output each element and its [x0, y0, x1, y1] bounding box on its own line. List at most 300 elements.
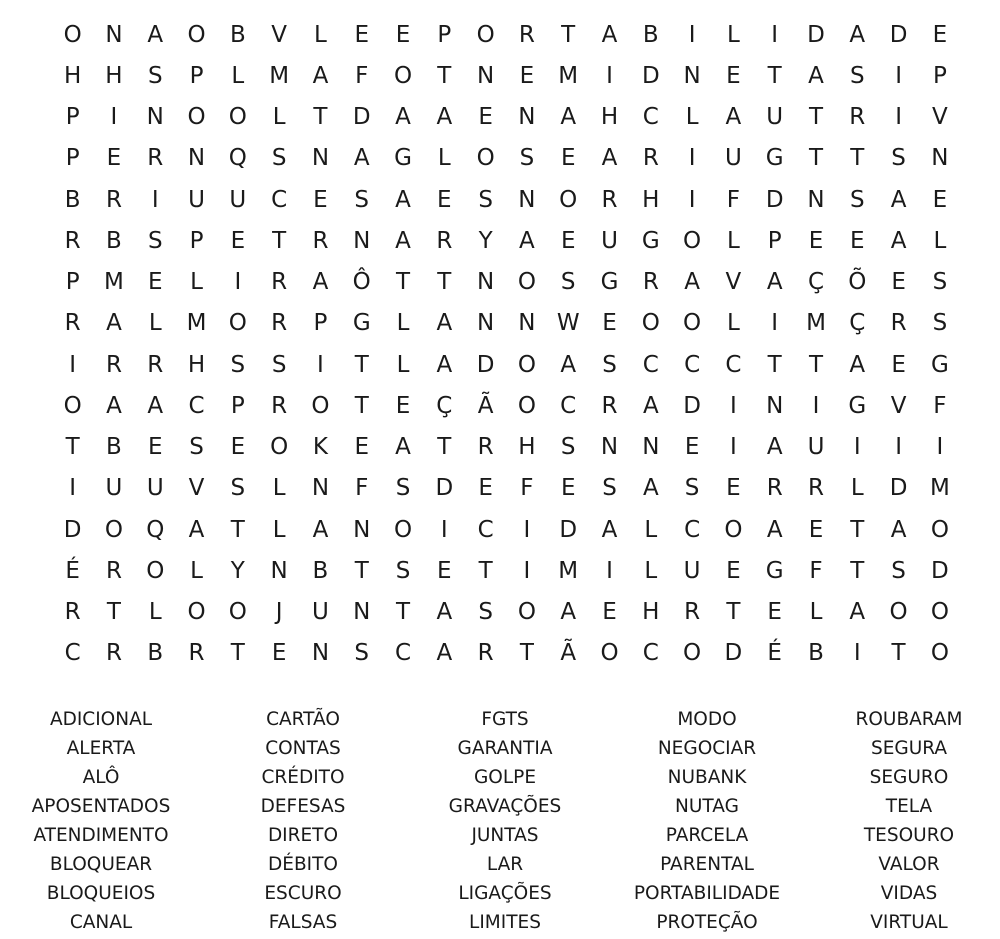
grid-cell[interactable]: T: [437, 62, 452, 89]
grid-cell[interactable]: P: [313, 310, 328, 337]
grid-cell[interactable]: P: [437, 21, 452, 48]
grid-cell[interactable]: N: [807, 186, 825, 213]
grid-cell[interactable]: F: [726, 186, 741, 213]
grid-cell[interactable]: S: [932, 310, 948, 337]
grid-cell[interactable]: I: [69, 351, 77, 378]
grid-cell[interactable]: M: [806, 310, 826, 337]
grid-cell[interactable]: R: [64, 227, 81, 254]
grid-cell[interactable]: P: [65, 145, 80, 172]
grid-cell[interactable]: F: [933, 392, 947, 419]
grid-cell[interactable]: M: [269, 62, 290, 89]
grid-cell[interactable]: C: [394, 640, 412, 667]
grid-cell[interactable]: T: [354, 392, 369, 419]
grid-cell[interactable]: R: [477, 640, 494, 667]
grid-cell[interactable]: E: [808, 227, 824, 254]
grid-cell[interactable]: L: [850, 475, 864, 502]
grid-cell[interactable]: N: [353, 599, 371, 626]
grid-cell[interactable]: R: [147, 351, 164, 378]
grid-cell[interactable]: A: [849, 599, 866, 626]
grid-cell[interactable]: T: [478, 557, 493, 584]
grid-cell[interactable]: Ã: [560, 640, 577, 667]
grid-cell[interactable]: N: [600, 434, 619, 461]
grid-cell[interactable]: N: [270, 557, 288, 584]
grid-cell[interactable]: B: [106, 434, 122, 461]
grid-cell[interactable]: U: [601, 227, 618, 254]
grid-cell[interactable]: A: [601, 145, 618, 172]
grid-cell[interactable]: O: [930, 516, 949, 543]
grid-cell[interactable]: I: [606, 62, 613, 89]
grid-cell[interactable]: I: [688, 186, 696, 213]
grid-cell[interactable]: O: [63, 21, 82, 48]
grid-cell[interactable]: C: [684, 516, 701, 543]
grid-cell[interactable]: A: [684, 269, 700, 296]
grid-cell[interactable]: L: [644, 557, 658, 584]
grid-cell[interactable]: T: [808, 104, 824, 131]
grid-cell[interactable]: O: [517, 599, 536, 626]
grid-cell[interactable]: F: [809, 557, 823, 584]
grid-cell[interactable]: N: [353, 516, 371, 543]
grid-cell[interactable]: T: [230, 640, 245, 667]
grid-cell[interactable]: P: [767, 227, 782, 254]
grid-cell[interactable]: O: [889, 599, 908, 626]
grid-cell[interactable]: S: [354, 640, 370, 667]
grid-cell[interactable]: A: [766, 434, 783, 461]
grid-cell[interactable]: O: [683, 640, 702, 667]
grid-cell[interactable]: S: [891, 145, 906, 172]
grid-cell[interactable]: D: [352, 104, 371, 131]
grid-cell[interactable]: L: [272, 475, 286, 502]
grid-cell[interactable]: C: [271, 186, 288, 213]
grid-cell[interactable]: A: [312, 62, 329, 89]
grid-cell[interactable]: A: [106, 310, 122, 337]
grid-cell[interactable]: O: [228, 310, 247, 337]
grid-cell[interactable]: L: [933, 227, 947, 254]
grid-cell[interactable]: I: [936, 434, 944, 461]
grid-cell[interactable]: S: [560, 269, 576, 296]
grid-cell[interactable]: D: [765, 186, 784, 213]
grid-cell[interactable]: N: [477, 269, 495, 296]
grid-cell[interactable]: E: [313, 186, 328, 213]
grid-cell[interactable]: H: [642, 186, 660, 213]
grid-cell[interactable]: R: [477, 434, 494, 461]
grid-cell[interactable]: O: [270, 434, 289, 461]
grid-cell[interactable]: E: [395, 392, 411, 419]
grid-cell[interactable]: O: [600, 640, 619, 667]
grid-cell[interactable]: U: [683, 557, 701, 584]
grid-cell[interactable]: O: [476, 21, 495, 48]
grid-cell[interactable]: D: [889, 21, 908, 48]
grid-cell[interactable]: O: [517, 351, 536, 378]
grid-cell[interactable]: S: [478, 186, 493, 213]
grid-cell[interactable]: G: [930, 351, 949, 378]
grid-cell[interactable]: L: [644, 516, 658, 543]
grid-cell[interactable]: R: [890, 310, 907, 337]
grid-cell[interactable]: U: [807, 434, 825, 461]
grid-cell[interactable]: O: [228, 599, 247, 626]
grid-cell[interactable]: I: [317, 351, 324, 378]
grid-cell[interactable]: R: [105, 351, 122, 378]
grid-cell[interactable]: N: [518, 310, 536, 337]
grid-cell[interactable]: A: [436, 599, 453, 626]
grid-cell[interactable]: R: [64, 310, 81, 337]
grid-cell[interactable]: I: [440, 516, 448, 543]
grid-cell[interactable]: O: [930, 640, 949, 667]
grid-cell[interactable]: R: [849, 104, 866, 131]
grid-cell[interactable]: J: [275, 599, 283, 626]
grid-cell[interactable]: I: [771, 21, 779, 48]
grid-cell[interactable]: A: [849, 351, 866, 378]
grid-cell[interactable]: Q: [146, 516, 165, 543]
grid-cell[interactable]: Ç: [807, 269, 825, 296]
grid-cell[interactable]: E: [932, 186, 948, 213]
grid-cell[interactable]: V: [725, 269, 742, 296]
grid-cell[interactable]: S: [230, 351, 246, 378]
grid-cell[interactable]: D: [931, 557, 949, 584]
grid-cell[interactable]: L: [272, 104, 286, 131]
grid-cell[interactable]: L: [190, 557, 203, 584]
grid-cell[interactable]: R: [642, 269, 659, 296]
grid-cell[interactable]: Ç: [849, 310, 866, 337]
grid-cell[interactable]: I: [895, 104, 902, 131]
grid-cell[interactable]: A: [849, 21, 866, 48]
grid-cell[interactable]: D: [683, 392, 701, 419]
grid-cell[interactable]: E: [767, 599, 782, 626]
grid-cell[interactable]: I: [110, 104, 118, 131]
grid-cell[interactable]: E: [602, 599, 617, 626]
grid-cell[interactable]: T: [808, 145, 824, 172]
grid-cell[interactable]: P: [932, 62, 947, 89]
grid-cell[interactable]: D: [641, 62, 660, 89]
grid-cell[interactable]: L: [726, 21, 740, 48]
grid-cell[interactable]: A: [560, 599, 577, 626]
grid-cell[interactable]: R: [642, 145, 659, 172]
grid-cell[interactable]: O: [641, 310, 660, 337]
grid-cell[interactable]: L: [396, 310, 410, 337]
grid-cell[interactable]: A: [436, 351, 453, 378]
grid-cell[interactable]: F: [355, 475, 369, 502]
grid-cell[interactable]: S: [602, 351, 617, 378]
grid-cell[interactable]: O: [930, 599, 949, 626]
grid-cell[interactable]: O: [517, 269, 536, 296]
grid-cell[interactable]: O: [146, 557, 165, 584]
grid-cell[interactable]: N: [518, 104, 536, 131]
grid-cell[interactable]: R: [64, 599, 81, 626]
grid-cell[interactable]: V: [271, 21, 287, 48]
grid-cell[interactable]: D: [476, 351, 495, 378]
grid-cell[interactable]: A: [601, 516, 618, 543]
grid-cell[interactable]: R: [518, 21, 535, 48]
grid-cell[interactable]: O: [187, 104, 206, 131]
grid-cell[interactable]: G: [765, 557, 784, 584]
grid-cell[interactable]: E: [354, 21, 369, 48]
grid-cell[interactable]: G: [641, 227, 660, 254]
grid-cell[interactable]: V: [188, 475, 205, 502]
grid-cell[interactable]: R: [684, 599, 701, 626]
grid-cell[interactable]: N: [477, 62, 495, 89]
grid-cell[interactable]: I: [730, 392, 737, 419]
grid-cell[interactable]: E: [354, 434, 369, 461]
grid-cell[interactable]: I: [895, 434, 902, 461]
grid-cell[interactable]: E: [230, 227, 246, 254]
grid-cell[interactable]: O: [187, 599, 206, 626]
grid-cell[interactable]: O: [63, 392, 82, 419]
grid-cell[interactable]: A: [642, 392, 659, 419]
grid-cell[interactable]: E: [147, 269, 163, 296]
grid-cell[interactable]: R: [105, 640, 122, 667]
grid-cell[interactable]: N: [353, 227, 371, 254]
grid-cell[interactable]: B: [642, 21, 659, 48]
grid-cell[interactable]: C: [725, 351, 742, 378]
grid-cell[interactable]: A: [890, 186, 907, 213]
grid-cell[interactable]: Ô: [352, 269, 371, 296]
grid-cell[interactable]: O: [724, 516, 743, 543]
grid-cell[interactable]: S: [147, 62, 163, 89]
grid-cell[interactable]: L: [314, 21, 327, 48]
grid-cell[interactable]: Ã: [477, 392, 494, 419]
grid-cell[interactable]: A: [642, 475, 659, 502]
grid-cell[interactable]: T: [850, 145, 865, 172]
grid-cell[interactable]: L: [809, 599, 823, 626]
grid-cell[interactable]: T: [313, 104, 328, 131]
grid-cell[interactable]: S: [395, 557, 411, 584]
grid-cell[interactable]: U: [188, 186, 205, 213]
grid-cell[interactable]: L: [148, 310, 162, 337]
grid-cell[interactable]: I: [688, 145, 696, 172]
grid-cell[interactable]: T: [767, 62, 782, 89]
grid-cell[interactable]: T: [437, 434, 452, 461]
grid-cell[interactable]: A: [766, 516, 783, 543]
grid-cell[interactable]: H: [600, 104, 619, 131]
grid-cell[interactable]: B: [312, 557, 329, 584]
grid-cell[interactable]: A: [436, 104, 453, 131]
grid-cell[interactable]: D: [435, 475, 454, 502]
grid-cell[interactable]: M: [558, 557, 579, 584]
grid-cell[interactable]: O: [683, 227, 702, 254]
grid-cell[interactable]: G: [352, 310, 371, 337]
grid-cell[interactable]: B: [64, 186, 81, 213]
grid-cell[interactable]: D: [724, 640, 743, 667]
grid-cell[interactable]: M: [558, 62, 579, 89]
grid-cell[interactable]: R: [271, 392, 288, 419]
grid-cell[interactable]: I: [523, 516, 531, 543]
grid-cell[interactable]: A: [560, 351, 577, 378]
grid-cell[interactable]: R: [808, 475, 824, 502]
grid-cell[interactable]: T: [850, 557, 865, 584]
grid-cell[interactable]: N: [311, 640, 330, 667]
grid-cell[interactable]: L: [272, 516, 286, 543]
grid-cell[interactable]: T: [354, 557, 369, 584]
grid-cell[interactable]: U: [229, 186, 247, 213]
grid-cell[interactable]: S: [189, 434, 204, 461]
grid-cell[interactable]: U: [146, 475, 164, 502]
grid-cell[interactable]: R: [601, 392, 618, 419]
grid-cell[interactable]: R: [188, 640, 205, 667]
grid-cell[interactable]: E: [478, 475, 493, 502]
grid-cell[interactable]: C: [188, 392, 205, 419]
grid-cell[interactable]: O: [187, 21, 206, 48]
grid-cell[interactable]: T: [272, 227, 287, 254]
grid-cell[interactable]: G: [765, 145, 784, 172]
grid-cell[interactable]: R: [271, 269, 288, 296]
grid-cell[interactable]: I: [730, 434, 737, 461]
grid-cell[interactable]: E: [808, 516, 824, 543]
grid-cell[interactable]: R: [601, 186, 618, 213]
grid-cell[interactable]: U: [312, 599, 329, 626]
grid-cell[interactable]: N: [683, 62, 701, 89]
grid-cell[interactable]: E: [395, 21, 411, 48]
grid-cell[interactable]: E: [560, 475, 576, 502]
grid-cell[interactable]: A: [890, 516, 907, 543]
grid-cell[interactable]: L: [148, 599, 162, 626]
grid-cell[interactable]: E: [684, 434, 700, 461]
grid-cell[interactable]: S: [354, 186, 370, 213]
grid-cell[interactable]: P: [65, 269, 80, 296]
grid-cell[interactable]: H: [187, 351, 206, 378]
grid-cell[interactable]: N: [518, 186, 536, 213]
grid-cell[interactable]: S: [271, 351, 287, 378]
grid-cell[interactable]: P: [230, 392, 245, 419]
grid-cell[interactable]: I: [771, 310, 779, 337]
grid-cell[interactable]: T: [808, 351, 824, 378]
grid-cell[interactable]: E: [602, 310, 617, 337]
grid-cell[interactable]: L: [726, 227, 740, 254]
grid-cell[interactable]: N: [187, 145, 206, 172]
grid-cell[interactable]: O: [683, 310, 702, 337]
grid-cell[interactable]: T: [106, 599, 121, 626]
grid-cell[interactable]: B: [106, 227, 122, 254]
grid-cell[interactable]: S: [849, 186, 865, 213]
grid-cell[interactable]: S: [230, 475, 246, 502]
grid-cell[interactable]: L: [231, 62, 245, 89]
grid-cell[interactable]: L: [685, 104, 699, 131]
grid-cell[interactable]: S: [271, 145, 287, 172]
grid-cell[interactable]: N: [146, 104, 164, 131]
grid-cell[interactable]: A: [395, 227, 411, 254]
grid-cell[interactable]: H: [642, 599, 660, 626]
grid-cell[interactable]: O: [228, 104, 247, 131]
grid-cell[interactable]: D: [63, 516, 82, 543]
grid-cell[interactable]: M: [186, 310, 207, 337]
grid-cell[interactable]: O: [393, 62, 413, 89]
grid-cell[interactable]: A: [312, 516, 329, 543]
grid-cell[interactable]: O: [393, 516, 413, 543]
grid-cell[interactable]: T: [561, 21, 576, 48]
grid-cell[interactable]: S: [849, 62, 865, 89]
grid-cell[interactable]: A: [188, 516, 205, 543]
grid-cell[interactable]: V: [932, 104, 948, 131]
grid-cell[interactable]: A: [436, 640, 453, 667]
grid-cell[interactable]: A: [106, 392, 122, 419]
grid-cell[interactable]: Ç: [436, 392, 453, 419]
grid-cell[interactable]: R: [436, 227, 453, 254]
grid-cell[interactable]: I: [895, 62, 902, 89]
grid-cell[interactable]: A: [436, 310, 453, 337]
grid-cell[interactable]: I: [853, 434, 861, 461]
grid-cell[interactable]: C: [642, 104, 659, 131]
grid-cell[interactable]: R: [766, 475, 783, 502]
grid-cell[interactable]: G: [394, 145, 412, 172]
grid-cell[interactable]: N: [477, 310, 495, 337]
grid-cell[interactable]: I: [853, 640, 861, 667]
grid-cell[interactable]: G: [600, 269, 619, 296]
grid-cell[interactable]: É: [767, 640, 782, 667]
grid-cell[interactable]: G: [848, 392, 867, 419]
grid-cell[interactable]: D: [559, 516, 578, 543]
grid-cell[interactable]: E: [560, 145, 576, 172]
grid-cell[interactable]: H: [105, 62, 123, 89]
grid-cell[interactable]: T: [891, 640, 906, 667]
grid-cell[interactable]: R: [105, 557, 122, 584]
grid-cell[interactable]: V: [890, 392, 907, 419]
grid-cell[interactable]: A: [808, 62, 824, 89]
grid-cell[interactable]: M: [929, 475, 950, 502]
grid-cell[interactable]: C: [642, 351, 659, 378]
grid-cell[interactable]: E: [891, 351, 906, 378]
grid-cell[interactable]: P: [189, 62, 204, 89]
grid-cell[interactable]: I: [234, 269, 242, 296]
grid-cell[interactable]: A: [147, 392, 164, 419]
grid-cell[interactable]: S: [519, 145, 535, 172]
grid-cell[interactable]: C: [642, 640, 659, 667]
grid-cell[interactable]: N: [311, 475, 330, 502]
grid-cell[interactable]: C: [64, 640, 81, 667]
grid-cell[interactable]: T: [726, 599, 741, 626]
grid-cell[interactable]: E: [147, 434, 163, 461]
grid-cell[interactable]: A: [725, 104, 742, 131]
grid-cell[interactable]: C: [684, 351, 701, 378]
grid-cell[interactable]: S: [602, 475, 617, 502]
grid-cell[interactable]: E: [271, 640, 287, 667]
grid-cell[interactable]: E: [932, 21, 948, 48]
grid-cell[interactable]: S: [560, 434, 576, 461]
grid-cell[interactable]: T: [519, 640, 534, 667]
grid-cell[interactable]: O: [559, 186, 578, 213]
grid-cell[interactable]: B: [229, 21, 246, 48]
grid-cell[interactable]: K: [312, 434, 328, 461]
grid-cell[interactable]: E: [519, 62, 535, 89]
grid-cell[interactable]: Õ: [848, 269, 867, 296]
grid-cell[interactable]: I: [69, 475, 77, 502]
grid-cell[interactable]: D: [889, 475, 908, 502]
grid-cell[interactable]: E: [478, 104, 493, 131]
grid-cell[interactable]: A: [601, 21, 618, 48]
grid-cell[interactable]: O: [517, 392, 536, 419]
grid-cell[interactable]: N: [311, 145, 330, 172]
grid-cell[interactable]: A: [312, 269, 329, 296]
grid-cell[interactable]: D: [807, 21, 825, 48]
grid-cell[interactable]: E: [891, 269, 906, 296]
grid-cell[interactable]: E: [437, 186, 452, 213]
grid-cell[interactable]: A: [395, 104, 411, 131]
grid-cell[interactable]: A: [519, 227, 535, 254]
grid-cell[interactable]: E: [106, 145, 122, 172]
grid-cell[interactable]: T: [850, 516, 865, 543]
grid-cell[interactable]: U: [105, 475, 123, 502]
grid-cell[interactable]: E: [850, 227, 865, 254]
grid-cell[interactable]: W: [556, 310, 580, 337]
grid-cell[interactable]: R: [147, 145, 164, 172]
grid-cell[interactable]: R: [312, 227, 329, 254]
grid-cell[interactable]: I: [606, 557, 613, 584]
grid-cell[interactable]: B: [147, 640, 164, 667]
grid-cell[interactable]: U: [766, 104, 784, 131]
grid-cell[interactable]: S: [147, 227, 163, 254]
grid-cell[interactable]: S: [891, 557, 906, 584]
grid-cell[interactable]: O: [476, 145, 495, 172]
grid-cell[interactable]: O: [104, 516, 123, 543]
grid-cell[interactable]: Q: [228, 145, 247, 172]
grid-cell[interactable]: T: [767, 351, 782, 378]
